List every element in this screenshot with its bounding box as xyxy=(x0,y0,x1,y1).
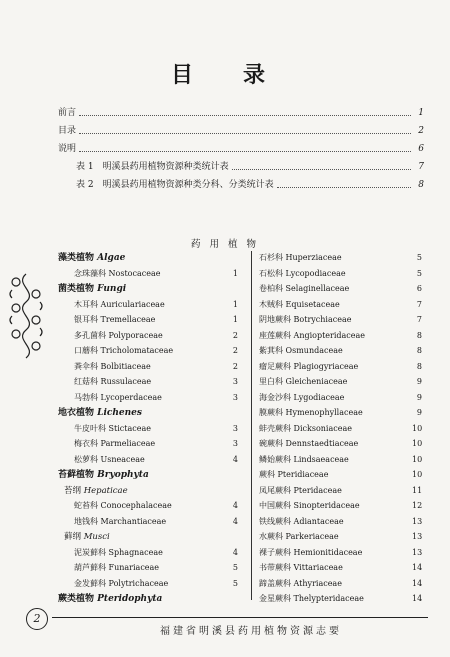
family-page: 13 xyxy=(412,547,423,557)
heading-text: 苔藓植物 Bryophyta xyxy=(58,470,149,480)
family-entry xyxy=(74,545,238,561)
dot-leader xyxy=(232,160,411,170)
family-name: 铁线蕨科 Adiantaceae xyxy=(259,516,344,526)
family-name: 石杉科 Huperziaceae xyxy=(259,253,342,262)
footer-title: 福建省明溪县药用植物资源志要 xyxy=(160,626,342,637)
family-entry xyxy=(74,328,238,344)
toc-entry-label: 说明 xyxy=(58,144,77,154)
category-heading xyxy=(58,405,238,421)
heading-latin: Hepaticae xyxy=(83,485,128,496)
family-entry xyxy=(74,514,238,530)
family-entry xyxy=(259,545,422,561)
heading-text: 蕨类植物 Pteridophyta xyxy=(58,594,163,604)
family-name: 紫萁科 Osmundaceae xyxy=(259,346,343,355)
family-name: 瘤足蕨科 Plagiogyriaceae xyxy=(259,361,359,371)
family-name: 口蘑科 Tricholomataceae xyxy=(74,346,174,355)
family-entry xyxy=(259,250,422,266)
family-name: 松萝科 Usneaceae xyxy=(74,454,145,464)
family-page: 7 xyxy=(416,299,422,309)
family-name: 石松科 Lycopodiaceae xyxy=(259,268,346,278)
family-name: 蕨科 Pteridiaceae xyxy=(259,470,329,479)
family-page: 6 xyxy=(416,284,422,293)
family-entry xyxy=(259,421,422,437)
heading-latin: Bryophyta xyxy=(97,470,149,480)
toc-entry-label: 表 1 明溪县药用植物资源种类统计表 xyxy=(76,162,229,172)
family-entry xyxy=(259,359,422,375)
family-name: 海金沙科 Lygodiaceae xyxy=(259,392,345,402)
family-page: 2 xyxy=(232,330,238,340)
family-entry xyxy=(259,405,422,421)
family-page: 1 xyxy=(232,268,238,278)
dot-leader xyxy=(79,142,411,152)
heading-latin: Algae xyxy=(97,253,126,263)
family-page: 10 xyxy=(412,439,423,448)
family-entry xyxy=(74,359,238,375)
page-number: 2 xyxy=(26,608,48,630)
toc-entry xyxy=(58,106,424,120)
family-entry xyxy=(259,374,422,390)
family-entry xyxy=(74,390,238,406)
family-page: 4 xyxy=(232,547,238,557)
heading-latin: Musci xyxy=(83,532,110,542)
toc-entry xyxy=(58,142,424,156)
family-entry xyxy=(74,498,238,514)
family-name: 凤尾蕨科 Pteridaceae xyxy=(259,485,342,495)
family-entry xyxy=(259,436,422,452)
family-page: 14 xyxy=(412,578,423,588)
family-entry xyxy=(74,421,238,437)
family-entry xyxy=(259,483,422,499)
toc-entry xyxy=(76,178,424,192)
family-entry xyxy=(259,281,422,297)
family-entry xyxy=(259,390,422,406)
family-name: 地钱科 Marchantiaceae xyxy=(74,516,167,526)
family-page: 3 xyxy=(232,423,238,433)
family-entry xyxy=(74,266,238,282)
family-page: 10 xyxy=(412,423,423,433)
floral-ornament xyxy=(4,270,48,360)
family-name: 红菇科 Russulaceae xyxy=(74,377,152,386)
category-heading xyxy=(58,250,238,266)
family-name: 水蕨科 Parkeriaceae xyxy=(259,532,339,541)
family-name: 金星蕨科 Thelypteridaceae xyxy=(259,594,364,603)
family-page: 5 xyxy=(416,253,422,262)
family-name: 念珠藻科 Nostocaceae xyxy=(74,268,161,278)
family-entry xyxy=(74,560,238,576)
section-title: 药 用 植 物 xyxy=(190,239,260,250)
family-entry xyxy=(259,343,422,359)
category-heading xyxy=(58,281,238,297)
footer-rule xyxy=(52,617,428,618)
family-entry xyxy=(259,591,422,607)
family-name: 蚌壳蕨科 Dicksoniaceae xyxy=(259,423,352,433)
family-entry xyxy=(259,576,422,592)
family-entry xyxy=(74,343,238,359)
dot-leader xyxy=(79,124,411,134)
dot-leader xyxy=(79,106,411,116)
family-name: 书带蕨科 Vittariaceae xyxy=(259,563,343,572)
toc-entry-label: 表 2 明溪县药用植物资源种类分科、分类统计表 xyxy=(76,180,274,190)
family-name: 里白科 Gleicheniaceae xyxy=(259,377,348,386)
family-page: 1 xyxy=(232,315,238,324)
family-name: 蹄盖蕨科 Athyriaceae xyxy=(259,578,342,588)
category-heading xyxy=(58,591,238,607)
family-entry xyxy=(259,498,422,514)
family-page: 8 xyxy=(416,346,422,355)
family-page: 5 xyxy=(232,563,238,572)
family-page: 8 xyxy=(416,330,422,340)
family-page: 1 xyxy=(232,299,238,309)
heading-latin: Lichenes xyxy=(97,408,142,418)
family-entry xyxy=(259,560,422,576)
family-entry xyxy=(74,452,238,468)
family-name: 阴地蕨科 Botrychiaceae xyxy=(259,315,352,324)
family-page: 8 xyxy=(416,361,422,371)
family-entry xyxy=(259,297,422,313)
family-entry xyxy=(74,312,238,328)
family-page: 11 xyxy=(412,485,423,495)
family-page: 2 xyxy=(232,361,238,371)
family-name: 膜蕨科 Hymenophyllaceae xyxy=(259,408,363,417)
family-page: 10 xyxy=(412,454,423,464)
family-entry xyxy=(259,452,422,468)
toc-entry-page: 6 xyxy=(418,144,424,154)
family-name: 木贼科 Equisetaceae xyxy=(259,299,340,309)
heading-text: 地衣植物 Lichenes xyxy=(58,408,142,418)
family-entry xyxy=(74,374,238,390)
toc-entry-label: 前言 xyxy=(58,108,77,118)
family-entry xyxy=(259,266,422,282)
family-name: 多孔菌科 Polyporaceae xyxy=(74,330,163,340)
family-name: 木耳科 Auriculariaceae xyxy=(74,299,165,309)
family-name: 葫芦藓科 Funariaceae xyxy=(74,563,160,572)
family-page: 10 xyxy=(412,470,423,479)
family-entry xyxy=(259,328,422,344)
family-entry xyxy=(74,436,238,452)
class-heading xyxy=(64,483,244,499)
toc-entry xyxy=(76,160,424,174)
family-page: 9 xyxy=(416,392,422,402)
family-entry xyxy=(74,297,238,313)
family-page: 14 xyxy=(412,563,423,572)
family-page: 4 xyxy=(232,501,238,510)
family-page: 3 xyxy=(232,392,238,402)
toc-entry-label: 目录 xyxy=(58,126,77,136)
family-name: 座莲蕨科 Angiopteridaceae xyxy=(259,330,366,340)
column-divider xyxy=(251,251,252,600)
category-heading xyxy=(58,467,238,483)
family-name: 马勃科 Lycoperdaceae xyxy=(74,392,162,402)
heading-text: 菌类植物 Fungi xyxy=(58,284,127,294)
family-name: 裸子蕨科 Hemionitidaceae xyxy=(259,547,363,557)
heading-latin: Pteridophyta xyxy=(97,594,163,604)
family-page: 3 xyxy=(232,439,238,448)
family-entry xyxy=(259,467,422,483)
dot-leader xyxy=(277,178,411,188)
family-page: 4 xyxy=(232,516,238,526)
family-entry xyxy=(74,576,238,592)
class-heading xyxy=(64,529,244,545)
family-name: 牛皮叶科 Stictaceae xyxy=(74,423,151,433)
family-page: 4 xyxy=(232,454,238,464)
family-page: 9 xyxy=(416,377,422,386)
family-page: 5 xyxy=(232,578,238,588)
family-name: 碗蕨科 Dennstaedtiaceae xyxy=(259,439,359,448)
family-name: 鳞始蕨科 Lindsaeaceae xyxy=(259,454,349,464)
family-page: 12 xyxy=(412,501,423,510)
family-page: 9 xyxy=(416,408,422,417)
family-name: 银耳科 Tremellaceae xyxy=(74,315,156,324)
family-entry xyxy=(259,529,422,545)
heading-text: 苔纲 Hepaticae xyxy=(64,485,128,496)
family-page: 5 xyxy=(416,268,422,278)
toc-entry xyxy=(58,124,424,138)
family-name: 卷柏科 Selaginellaceae xyxy=(259,284,350,293)
toc-entry-page: 8 xyxy=(418,180,424,190)
heading-latin: Fungi xyxy=(97,284,127,294)
family-page: 13 xyxy=(412,516,423,526)
toc-entry-page: 7 xyxy=(418,162,424,172)
family-page: 2 xyxy=(232,346,238,355)
heading-text: 藻类植物 Algae xyxy=(58,253,126,263)
family-page: 3 xyxy=(232,377,238,386)
family-name: 金发藓科 Polytrichaceae xyxy=(74,578,169,588)
family-entry xyxy=(259,312,422,328)
family-entry xyxy=(259,514,422,530)
heading-text: 藓纲 Musci xyxy=(64,532,110,542)
family-page: 13 xyxy=(412,532,423,541)
family-name: 粪伞科 Bolbitiaceae xyxy=(74,361,151,371)
family-name: 泥炭藓科 Sphagnaceae xyxy=(74,547,163,557)
family-name: 中国蕨科 Sinopteridaceae xyxy=(259,501,360,510)
family-name: 梅衣科 Parmeliaceae xyxy=(74,439,156,448)
family-page: 7 xyxy=(416,315,422,324)
toc-entry-page: 2 xyxy=(418,126,424,136)
page-title: 目 录 xyxy=(170,62,279,88)
family-page: 14 xyxy=(412,594,423,603)
family-name: 蛇苔科 Conocephalaceae xyxy=(74,501,172,510)
toc-entry-page: 1 xyxy=(418,108,424,118)
